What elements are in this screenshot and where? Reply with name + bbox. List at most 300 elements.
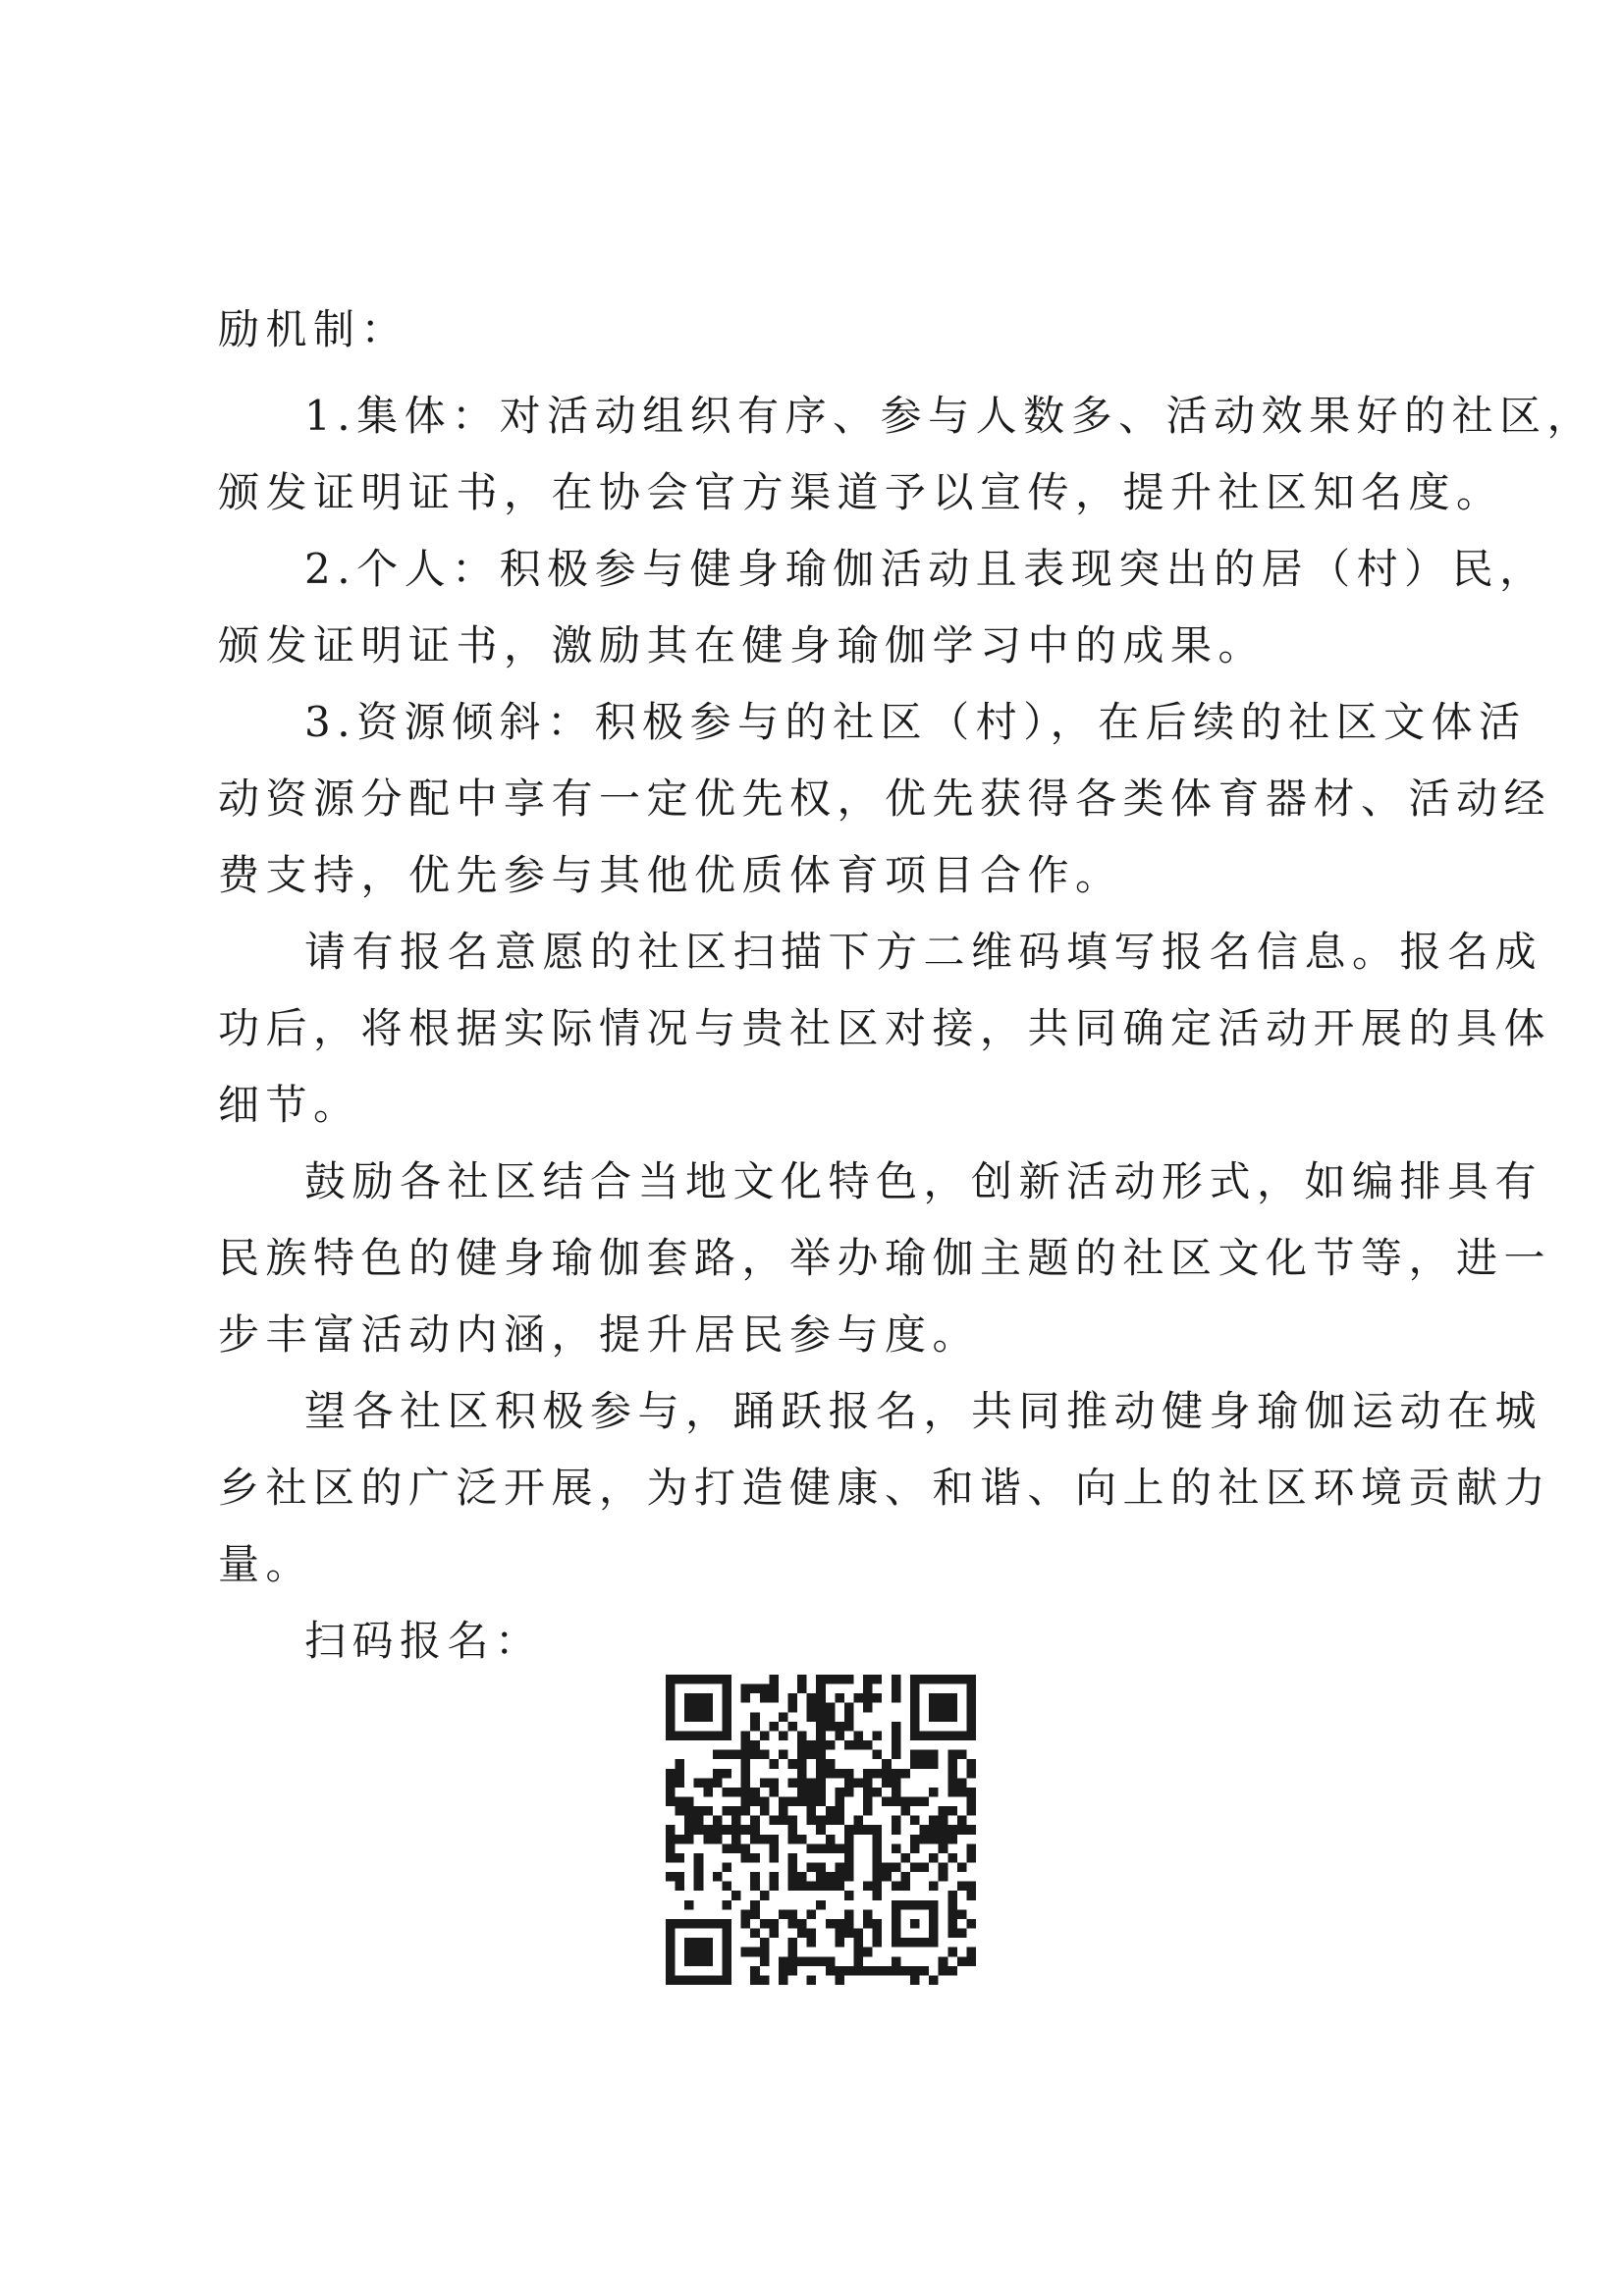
qr-module xyxy=(694,1853,704,1863)
qr-module xyxy=(900,1769,910,1779)
qr-module xyxy=(816,1712,826,1722)
qr-module xyxy=(929,1750,939,1760)
qr-module xyxy=(676,1872,685,1882)
qr-module xyxy=(844,1675,854,1684)
qr-module xyxy=(882,1759,892,1769)
qr-module xyxy=(835,1722,844,1732)
qr-module xyxy=(863,1909,873,1919)
qr-module xyxy=(892,1740,901,1750)
qr-module xyxy=(835,1816,844,1826)
qr-module xyxy=(731,1825,741,1835)
qr-module xyxy=(947,1835,957,1844)
qr-module xyxy=(741,1684,751,1694)
qr-module xyxy=(816,1863,826,1873)
qr-module xyxy=(947,1806,957,1816)
qr-module xyxy=(787,1759,797,1769)
qr-module xyxy=(863,1675,873,1684)
qr-module xyxy=(826,1740,836,1750)
qr-module xyxy=(807,1796,817,1806)
qr-module xyxy=(844,1825,854,1835)
qr-module xyxy=(835,1863,844,1873)
qr-module xyxy=(779,1806,788,1816)
qr-module xyxy=(947,1900,957,1910)
qr-module xyxy=(731,1843,741,1853)
text-line-7: 动资源分配中享有一定优先权，优先获得各类体育器材、活动经 xyxy=(218,774,1552,823)
qr-module xyxy=(694,1806,704,1816)
qr-module xyxy=(929,1882,939,1892)
qr-module xyxy=(703,1835,713,1844)
qr-module xyxy=(816,1769,826,1779)
text-line-9: 请有报名意愿的社区扫描下方二维码填写报名信息。报名成 xyxy=(304,928,1543,976)
qr-module xyxy=(769,1788,779,1797)
qr-module xyxy=(892,1788,901,1797)
qr-module xyxy=(787,1703,797,1713)
qr-module xyxy=(900,1796,910,1806)
qr-module xyxy=(892,1796,901,1806)
qr-module xyxy=(703,1825,713,1835)
qr-module xyxy=(966,1796,976,1806)
qr-module xyxy=(863,1796,873,1806)
qr-module xyxy=(882,1863,892,1873)
qr-module xyxy=(844,1843,854,1853)
qr-module xyxy=(835,1806,844,1816)
qr-module xyxy=(769,1693,779,1703)
qr-module xyxy=(760,1956,770,1966)
qr-module xyxy=(892,1825,901,1835)
qr-module xyxy=(666,1788,676,1797)
qr-module xyxy=(713,1816,723,1826)
qr-module xyxy=(731,1891,741,1900)
qr-module xyxy=(910,1863,920,1873)
qr-module xyxy=(787,1872,797,1882)
qr-module xyxy=(835,1966,844,1976)
qr-module xyxy=(835,1975,844,1985)
qr-module xyxy=(826,1712,836,1722)
qr-module xyxy=(807,1778,817,1788)
qr-module xyxy=(957,1750,967,1760)
qr-module xyxy=(797,1731,807,1740)
qr-module xyxy=(826,1769,836,1779)
qr-module xyxy=(835,1872,844,1882)
qr-module xyxy=(844,1769,854,1779)
qr-module xyxy=(844,1909,854,1919)
qr-module xyxy=(929,1759,939,1769)
qr-module xyxy=(835,1693,844,1703)
qr-module xyxy=(854,1956,864,1966)
qr-module xyxy=(787,1816,797,1826)
qr-module xyxy=(920,1863,930,1873)
qr-module xyxy=(787,1796,797,1806)
qr-module xyxy=(741,1806,751,1816)
qr-module xyxy=(666,1853,676,1863)
qr-module xyxy=(760,1919,770,1929)
qr-module xyxy=(835,1882,844,1892)
qr-module xyxy=(760,1948,770,1957)
qr-module xyxy=(863,1919,873,1929)
qr-module xyxy=(854,1929,864,1939)
qr-module xyxy=(939,1816,948,1826)
qr-module xyxy=(769,1722,779,1732)
qr-module xyxy=(779,1909,788,1919)
qr-module xyxy=(835,1919,844,1929)
qr-module xyxy=(787,1722,797,1732)
qr-module xyxy=(684,1806,694,1816)
qr-module xyxy=(882,1966,892,1976)
qr-module xyxy=(854,1938,864,1948)
qr-module xyxy=(769,1853,779,1863)
text-line-2: 1.集体：对活动组织有序、参与人数多、活动效果好的社区， xyxy=(304,392,1596,440)
qr-module xyxy=(666,1843,676,1853)
qr-module xyxy=(966,1882,976,1892)
text-line-14: 步丰富活动内涵，提升居民参与度。 xyxy=(218,1310,981,1359)
qr-module xyxy=(892,1693,901,1703)
qr-module xyxy=(854,1778,864,1788)
qr-module xyxy=(769,1816,779,1826)
qr-module xyxy=(694,1882,704,1892)
qr-module xyxy=(863,1740,873,1750)
qr-module xyxy=(882,1796,892,1806)
qr-module xyxy=(769,1929,779,1939)
qr-module xyxy=(769,1759,779,1769)
qr-module xyxy=(797,1759,807,1769)
qr-module xyxy=(713,1769,723,1779)
qr-module xyxy=(816,1872,826,1882)
qr-module xyxy=(787,1693,797,1703)
qr-module xyxy=(929,1835,939,1844)
qr-module xyxy=(816,1740,826,1750)
qr-module xyxy=(750,1712,760,1722)
qr-module xyxy=(666,1835,676,1844)
qr-module xyxy=(676,1835,685,1844)
qr-module xyxy=(779,1816,788,1826)
qr-module xyxy=(957,1816,967,1826)
qr-module xyxy=(676,1769,685,1779)
qr-module xyxy=(731,1816,741,1826)
qr-module xyxy=(760,1975,770,1985)
qr-module xyxy=(873,1966,883,1976)
qr-module xyxy=(966,1853,976,1863)
qr-module xyxy=(816,1796,826,1806)
qr-module xyxy=(826,1882,836,1892)
qr-module xyxy=(797,1919,807,1929)
qr-module xyxy=(694,1778,704,1788)
qr-module xyxy=(844,1835,854,1844)
qr-module xyxy=(854,1966,864,1976)
qr-module xyxy=(816,1956,826,1966)
qr-module xyxy=(750,1966,760,1976)
qr-module xyxy=(750,1948,760,1957)
qr-module xyxy=(703,1806,713,1816)
text-line-12: 鼓励各社区结合当地文化特色，创新活动形式，如编排具有 xyxy=(304,1157,1543,1205)
qr-module xyxy=(816,1703,826,1713)
qr-module xyxy=(807,1703,817,1713)
qr-module xyxy=(750,1929,760,1939)
text-line-6: 3.资源倾斜：积极参与的社区（村），在后续的社区文体活 xyxy=(304,698,1527,746)
qr-module xyxy=(779,1731,788,1740)
qr-module xyxy=(844,1788,854,1797)
qr-module xyxy=(750,1740,760,1750)
qr-module xyxy=(900,1966,910,1976)
qr-module xyxy=(816,1750,826,1760)
qr-module xyxy=(854,1740,864,1750)
qr-module xyxy=(807,1938,817,1948)
qr-module xyxy=(741,1909,751,1919)
qr-module xyxy=(920,1796,930,1806)
qr-module xyxy=(920,1966,930,1976)
qr-module xyxy=(892,1722,901,1732)
qr-module xyxy=(882,1872,892,1882)
qr-module xyxy=(807,1693,817,1703)
qr-module xyxy=(929,1816,939,1826)
qr-module xyxy=(713,1825,723,1835)
qr-module xyxy=(920,1835,930,1844)
qr-module xyxy=(910,1966,920,1976)
qr-module xyxy=(854,1816,864,1826)
qr-module xyxy=(957,1863,967,1873)
text-line-10: 功后，将根据实际情况与贵社区对接，共同确定活动开展的具体 xyxy=(218,1004,1552,1052)
qr-module xyxy=(741,1778,751,1788)
qr-module xyxy=(750,1750,760,1760)
qr-module xyxy=(920,1825,930,1835)
qr-module xyxy=(957,1929,967,1939)
qr-module xyxy=(873,1919,883,1929)
qr-module xyxy=(797,1675,807,1684)
qr-module xyxy=(750,1909,760,1919)
qr-module xyxy=(760,1796,770,1806)
qr-module xyxy=(873,1675,883,1684)
qr-module xyxy=(807,1712,817,1722)
qr-module xyxy=(666,1872,676,1882)
qr-module xyxy=(939,1966,948,1976)
qr-module xyxy=(816,1843,826,1853)
qr-module xyxy=(694,1872,704,1882)
qr-module xyxy=(807,1740,817,1750)
qr-module xyxy=(844,1872,854,1882)
qr-module xyxy=(787,1956,797,1966)
qr-module xyxy=(694,1863,704,1873)
qr-module xyxy=(957,1778,967,1788)
qr-module xyxy=(787,1835,797,1844)
qr-module xyxy=(844,1778,854,1788)
qr-module xyxy=(892,1778,901,1788)
qr-module xyxy=(797,1740,807,1750)
qr-module xyxy=(947,1778,957,1788)
qr-module xyxy=(892,1966,901,1976)
qr-module xyxy=(910,1843,920,1853)
qr-module xyxy=(816,1675,826,1684)
qr-module xyxy=(807,1909,817,1919)
qr-module xyxy=(797,1778,807,1788)
qr-module xyxy=(769,1872,779,1882)
qr-module xyxy=(892,1750,901,1760)
qr-module xyxy=(826,1919,836,1929)
qr-module xyxy=(779,1796,788,1806)
qr-module xyxy=(835,1938,844,1948)
qr-module xyxy=(863,1703,873,1713)
qr-module xyxy=(750,1835,760,1844)
qr-module xyxy=(694,1816,704,1826)
qr-finder-top-right xyxy=(910,1675,976,1740)
qr-module xyxy=(787,1882,797,1892)
qr-code-icon[interactable] xyxy=(666,1675,976,1985)
qr-module xyxy=(797,1796,807,1806)
qr-module xyxy=(741,1853,751,1863)
qr-module xyxy=(910,1796,920,1806)
qr-module xyxy=(769,1684,779,1694)
qr-module xyxy=(741,1750,751,1760)
qr-module xyxy=(910,1975,920,1985)
qr-module xyxy=(741,1740,751,1750)
qr-module xyxy=(722,1843,731,1853)
qr-module xyxy=(741,1693,751,1703)
qr-module xyxy=(750,1882,760,1892)
qr-module xyxy=(947,1759,957,1769)
qr-module xyxy=(957,1825,967,1835)
qr-module xyxy=(966,1948,976,1957)
qr-module xyxy=(741,1788,751,1797)
qr-module xyxy=(797,1835,807,1844)
qr-module xyxy=(947,1966,957,1976)
qr-module xyxy=(957,1956,967,1966)
qr-module xyxy=(779,1975,788,1985)
qr-module xyxy=(844,1863,854,1873)
qr-module xyxy=(947,1891,957,1900)
qr-alignment-pattern xyxy=(892,1900,939,1948)
qr-module xyxy=(787,1938,797,1948)
qr-module xyxy=(826,1966,836,1976)
qr-module xyxy=(741,1843,751,1853)
qr-module xyxy=(910,1816,920,1826)
qr-module xyxy=(892,1882,901,1892)
qr-module xyxy=(835,1769,844,1779)
qr-module xyxy=(826,1759,836,1769)
qr-module xyxy=(684,1796,694,1806)
qr-module xyxy=(863,1882,873,1892)
qr-module xyxy=(900,1882,910,1892)
qr-module xyxy=(863,1778,873,1788)
qr-module xyxy=(939,1956,948,1966)
qr-module xyxy=(844,1929,854,1939)
qr-module xyxy=(910,1750,920,1760)
qr-module xyxy=(713,1778,723,1788)
qr-module xyxy=(882,1769,892,1779)
qr-module xyxy=(676,1778,685,1788)
qr-module xyxy=(684,1825,694,1835)
qr-module xyxy=(750,1975,760,1985)
qr-module xyxy=(844,1966,854,1976)
qr-module xyxy=(844,1722,854,1732)
qr-module xyxy=(900,1872,910,1882)
qr-module xyxy=(835,1843,844,1853)
qr-module xyxy=(966,1788,976,1797)
qr-module xyxy=(741,1948,751,1957)
qr-module xyxy=(939,1843,948,1853)
qr-module xyxy=(684,1816,694,1826)
qr-module xyxy=(760,1938,770,1948)
qr-module xyxy=(760,1835,770,1844)
qr-module xyxy=(939,1806,948,1816)
qr-module xyxy=(873,1938,883,1948)
qr-module xyxy=(873,1872,883,1882)
qr-module xyxy=(863,1693,873,1703)
text-line-16: 乡社区的广泛开展，为打造健康、和谐、向上的社区环境贡献力 xyxy=(218,1464,1552,1512)
qr-module xyxy=(966,1759,976,1769)
qr-module xyxy=(920,1759,930,1769)
qr-module xyxy=(873,1825,883,1835)
qr-module xyxy=(947,1909,957,1919)
qr-module xyxy=(713,1835,723,1844)
qr-module xyxy=(929,1853,939,1863)
qr-module xyxy=(826,1806,836,1816)
qr-module xyxy=(731,1750,741,1760)
qr-module xyxy=(966,1919,976,1929)
qr-module xyxy=(854,1693,864,1703)
qr-module xyxy=(787,1948,797,1957)
qr-module xyxy=(966,1956,976,1966)
qr-module xyxy=(694,1825,704,1835)
qr-module xyxy=(807,1750,817,1760)
qr-module xyxy=(900,1806,910,1816)
qr-module xyxy=(966,1769,976,1779)
text-line-11: 细节。 xyxy=(218,1081,361,1129)
qr-module xyxy=(863,1966,873,1976)
qr-module xyxy=(920,1750,930,1760)
qr-module xyxy=(722,1788,731,1797)
qr-module xyxy=(816,1816,826,1826)
qr-module xyxy=(816,1693,826,1703)
qr-module xyxy=(826,1835,836,1844)
qr-module xyxy=(787,1853,797,1863)
qr-module xyxy=(676,1853,685,1863)
qr-module xyxy=(816,1722,826,1732)
qr-module xyxy=(807,1882,817,1892)
qr-module xyxy=(844,1853,854,1863)
qr-module xyxy=(722,1769,731,1779)
qr-module xyxy=(854,1948,864,1957)
qr-module xyxy=(910,1835,920,1844)
qr-module xyxy=(816,1882,826,1892)
qr-module xyxy=(797,1788,807,1797)
qr-module xyxy=(826,1675,836,1684)
qr-module xyxy=(750,1788,760,1797)
qr-module xyxy=(835,1788,844,1797)
qr-module xyxy=(666,1796,676,1806)
qr-module xyxy=(873,1835,883,1844)
qr-module xyxy=(676,1806,685,1816)
qr-module xyxy=(741,1919,751,1929)
qr-module xyxy=(731,1806,741,1816)
qr-module xyxy=(947,1825,957,1835)
qr-module xyxy=(873,1769,883,1779)
qr-finder-bottom-left xyxy=(666,1919,731,1985)
qr-module xyxy=(722,1882,731,1892)
qr-module xyxy=(779,1966,788,1976)
qr-module xyxy=(826,1703,836,1713)
qr-module xyxy=(779,1712,788,1722)
qr-module xyxy=(722,1750,731,1760)
qr-module xyxy=(966,1806,976,1816)
qr-module xyxy=(760,1778,770,1788)
qr-module xyxy=(947,1919,957,1929)
qr-module xyxy=(807,1806,817,1816)
text-line-5: 颁发证明证书，激励其在健身瑜伽学习中的成果。 xyxy=(218,621,1267,669)
qr-module xyxy=(826,1956,836,1966)
qr-module xyxy=(873,1929,883,1939)
qr-module xyxy=(957,1909,967,1919)
qr-module xyxy=(750,1900,760,1910)
qr-module xyxy=(722,1806,731,1816)
qr-module xyxy=(760,1693,770,1703)
